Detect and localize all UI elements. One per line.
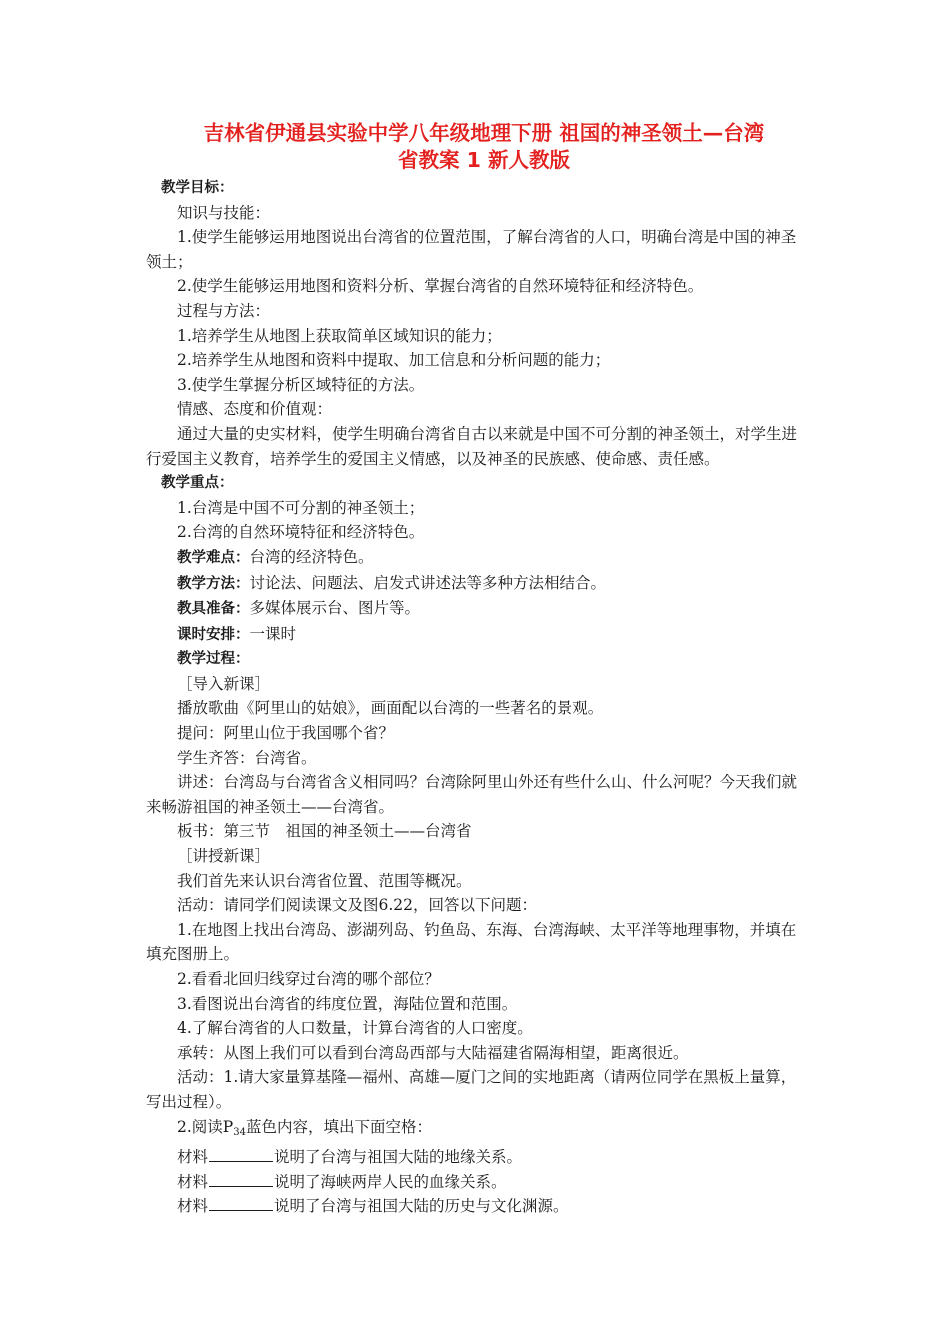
- page-ref-letter: P: [222, 1117, 234, 1136]
- process-line-1: 播放歌曲《阿里山的姑娘》，画面配以台湾的一些著名的景观。: [177, 699, 604, 718]
- goals-heading: 教学目标：: [161, 180, 234, 196]
- process-line-2: 提问：阿里山位于我国哪个省？: [177, 724, 395, 743]
- process-line-3: 学生齐答：台湾省。: [177, 748, 317, 767]
- process-line-4: 讲述：台湾岛与台湾省含义相同吗？台湾除阿里山外还有些什么山、什么河呢？今天我们就来畅游祖国的神圣领土——台湾省。: [146, 773, 798, 816]
- tools-line: [146, 596, 810, 622]
- process-line-11: 4.了解台湾省的人口数量，计算台湾省的人口密度。: [177, 1019, 533, 1038]
- key-point-2: 2.台湾的自然环境特征和经济特色。: [177, 523, 425, 542]
- schedule-line: [146, 622, 810, 648]
- material-label: 材料: [177, 1197, 209, 1216]
- material-text: 说明了海峡两岸人民的血缘关系。: [274, 1172, 507, 1191]
- knowledge-item-1: 1.使学生能够运用地图说出台湾省的位置范围，了解台湾省的人口，明确台湾是中国的神圣领土；: [146, 228, 797, 271]
- material-text: 说明了台湾与祖国大陆的历史与文化渊源。: [274, 1197, 569, 1216]
- title-line-1: 吉林省伊通县实验中学八年级地理下册 祖国的神圣领土—台湾: [203, 121, 765, 145]
- process-method-item-2: 2.培养学生从地图和资料中提取、加工信息和分析问题的能力；: [177, 351, 611, 370]
- difficulty-value: 台湾的经济特色。: [249, 547, 374, 566]
- process-heading: 教学过程：: [177, 651, 250, 668]
- process-method-item-3: 3.使学生掌握分析区域特征的方法。: [177, 375, 425, 394]
- emotion-heading: 情感、态度和价值观：: [177, 400, 333, 419]
- title-line-2: 省教案 1 新人教版: [397, 148, 571, 172]
- process-line-8: 1.在地图上找出台湾岛、澎湖列岛、钓鱼岛、东海、台湾海峡、太平洋等地理事物，并填在填充图册上。: [146, 920, 797, 964]
- process-line-5: 板书：第三节 祖国的神圣领土——台湾省: [177, 822, 472, 841]
- process-method-item-1: 1.培养学生从地图上获取简单区域知识的能力；: [177, 326, 502, 345]
- page-ref-number: 34: [233, 1126, 246, 1138]
- method-label: 教学方法：: [177, 575, 250, 592]
- key-points-heading: 教学重点：: [161, 475, 234, 492]
- line14-prefix: 2.阅读: [177, 1117, 223, 1136]
- schedule-label: 课时安排：: [177, 626, 250, 643]
- material-line-1: [146, 1145, 810, 1170]
- blank-line[interactable]: [209, 1172, 273, 1187]
- process-line-12: 承转：从图上我们可以看到台湾岛西部与大陆福建省隔海相望，距离很近。: [177, 1043, 689, 1062]
- material-text: 说明了台湾与祖国大陆的地缘关系。: [274, 1148, 523, 1167]
- process-line-13: 活动：1.请大家量算基隆—福州、高雄—厦门之间的实地距离（请两位同学在黑板上量算，写出过程）。: [146, 1068, 797, 1111]
- tools-value: 多媒体展示台、图片等。: [249, 599, 421, 618]
- knowledge-heading: 知识与技能：: [177, 203, 271, 222]
- process-line-10: 3.看图说出台湾省的纬度位置，海陆位置和范围。: [177, 994, 518, 1013]
- emotion-item-1: 通过大量的史实材料，使学生明确台湾省自古以来就是中国不可分割的神圣领土，对学生进行爱国主义教育，培养学生的爱国主义情感，以及神圣的民族感、使命感、责任感。: [146, 424, 798, 468]
- tools-label: 教具准备：: [177, 601, 250, 618]
- difficulty-label: 教学难点：: [177, 549, 250, 566]
- document-page: [146, 120, 810, 1219]
- process-method-heading: 过程与方法：: [177, 301, 271, 320]
- schedule-value: 一课时: [249, 624, 297, 643]
- material-label: 材料: [177, 1148, 209, 1167]
- new-lesson-heading: ［讲授新课］: [177, 847, 271, 866]
- process-line-7: 活动：请同学们阅读课文及图6.22，回答以下问题：: [177, 896, 538, 915]
- material-line-2: [146, 1170, 810, 1195]
- blank-line[interactable]: [209, 1147, 273, 1162]
- material-label: 材料: [177, 1172, 209, 1191]
- intro-heading: ［导入新课］: [177, 674, 271, 693]
- process-line-9: 2.看看北回归线穿过台湾的哪个部位？: [177, 970, 440, 988]
- process-line-6: 我们首先来认识台湾省位置、范围等概况。: [177, 871, 472, 890]
- difficulty-line: [146, 545, 810, 571]
- blank-line[interactable]: [209, 1196, 273, 1211]
- line14-suffix: 蓝色内容，填出下面空格：: [245, 1117, 432, 1136]
- method-value: 讨论法、问题法、启发式讲述法等多种方法相结合。: [249, 573, 607, 592]
- document-title: [158, 120, 810, 174]
- key-point-1: 1.台湾是中国不可分割的神圣领土；: [177, 498, 425, 517]
- method-line: [146, 571, 810, 597]
- process-line-14: [146, 1115, 810, 1146]
- knowledge-item-2: 2.使学生能够运用地图和资料分析、掌握台湾省的自然环境特征和经济特色。: [177, 277, 704, 296]
- material-line-3: [146, 1194, 810, 1219]
